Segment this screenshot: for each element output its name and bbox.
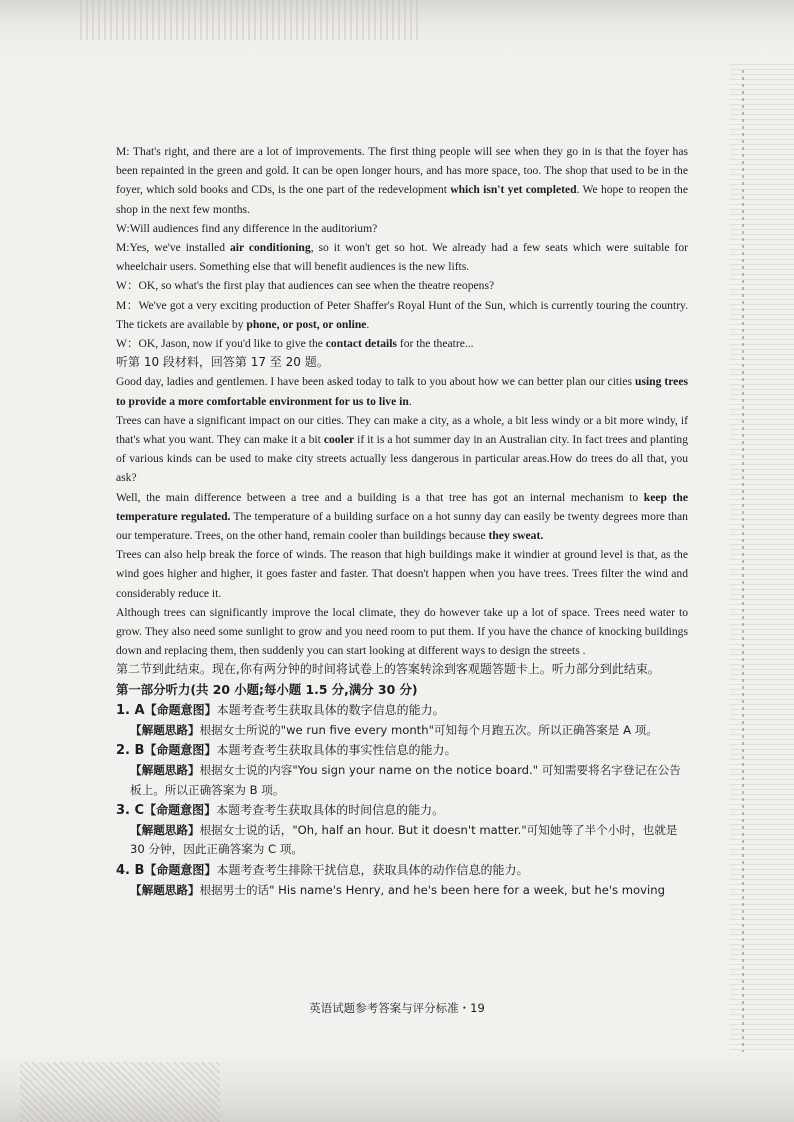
intent-text: 本题考查考生获取具体的事实性信息的能力。 [216,743,457,758]
reasoning-tag: 【解题思路】 [130,763,200,778]
answer-number: 3. C [116,802,145,818]
intent-text: 本题考查考生获取具体的数字信息的能力。 [216,702,445,717]
scan-binding-line [742,70,744,1060]
text-run: . [366,317,370,331]
text-run: Good day, ladies and gentlemen. I have been asked today to talk to you about how we can better plan our cities [116,375,635,389]
bold-keyword: phone, or post, or online [246,317,367,331]
bold-keyword: using trees to provide a more comfortable environment for us to live in [116,375,688,408]
text-run: Trees can also help break the force of winds. The reason that high buildings make it windier at ground level is that, as the wind goes higher and higher, it goes faster and faster. That doesn't happen when you have trees. Trees filter the wind and considerably reduce it. [116,548,688,600]
passage-heading: 听第 10 段材料，回答第 17 至 20 题。 [116,355,329,370]
bold-keyword: which isn't yet completed [450,183,577,197]
text-run: Well, the main difference between a tree and a building is a that tree has got an internal mechanism to [116,490,644,504]
bold-keyword: contact details [325,337,397,351]
text-run: M：We've got a very exciting production of Peter Shaffer's Royal Hunt of the Sun, which is currently touring the country. The tickets are available by [116,298,688,331]
reasoning-tag: 【解题思路】 [130,722,200,737]
page-footer: 英语试题参考答案与评分标准・19 [309,1001,485,1015]
answer-heading [116,860,688,881]
dialogue-line [116,296,688,334]
bold-keyword: air conditioning [229,241,311,255]
answer-number: 4. B [116,862,145,878]
intent-tag: 【命题意图】 [144,802,217,817]
dialogue-line [116,219,688,238]
closing-note: 第二节到此结束。现在,你有两分钟的时间将试卷上的答案转涂到客观题答题卡上。听力部分到此结束。 [116,662,660,677]
answer-number: 1. A [116,702,145,718]
intent-text: 本题考查考生获取具体的时间信息的能力。 [216,802,445,817]
answer-heading [116,740,688,761]
bold-keyword: keep the temperature regulated. [116,490,688,523]
text-run: W:Will audiences find any difference in the auditorium? [116,221,378,235]
intent-tag: 【命题意图】 [144,862,217,877]
text-run: if it is a hot summer day in an Australian city. In fact trees and planting of various kinds can be used to make city streets actually less dangerous in particular areas.How do trees do all that, you ask? [116,433,689,485]
answer-explanations [116,700,688,900]
scan-noise-bottom [20,1062,220,1122]
page-content [116,142,688,900]
answer-number: 2. B [116,743,145,759]
text-run: M:Yes, we've installed [116,241,230,255]
intent-tag: 【命题意图】 [144,743,217,758]
answer-reasoning [116,821,688,860]
passage-paragraph [116,372,688,410]
answer-heading [116,700,688,721]
text-run: W：OK, Jason, now if you'd like to give the [116,337,326,351]
text-run: . [408,394,412,408]
intent-text: 本题考查考生排除干扰信息，获取具体的动作信息的能力。 [216,862,529,877]
text-run: for the theatre... [396,337,474,351]
text-run: M: That's right, and there are a lot of improvements. The first thing people will see when they go in is that the foyer has been repainted in the green and gold. It can be open longer hours, and has more space, too. The shop that used to be in the foyer, which sold books and CDs, is the one part of the redevelopment [116,145,688,197]
answer-heading [116,800,688,821]
dialogue-line [116,334,688,353]
answer-reasoning [116,761,688,800]
text-run: Although trees can significantly improve the local climate, they do however take up a lot of space. Trees need water to grow. They also need some sunlight to grow and you need room to put them. If you have the chance of knocking buildings down and replacing them, then suddenly you can start looking at different ways to design the streets . [116,605,688,658]
transcript-dialogue [116,142,688,353]
text-run: Trees can have a significant impact on our cities. They can make a city, as a whole, a bit less windy or a bit more windy, if that's what you want. They can make it a bit [116,413,688,447]
answer-reasoning [116,721,688,740]
passage-paragraph [116,545,688,603]
dialogue-line [116,238,688,276]
text-run: , so it won't get so hot. We already had a few seats which were suitable for wheelchair users. Something else that will benefit audiences is the new lifts. [116,241,689,274]
transcript-passage [116,372,688,660]
dialogue-line [116,142,688,219]
answer-reasoning [116,881,688,900]
reasoning-tag: 【解题思路】 [130,822,200,837]
scan-right-edge [730,60,794,1070]
scan-noise-top [80,0,420,40]
reasoning-text: 根据女士说的内容"You sign your name on the notice board." 可知需要将名字登记在公告板上。所以正确答案为 B 项。 [130,763,681,797]
reasoning-tag: 【解题思路】 [130,882,200,897]
dialogue-line [116,276,688,295]
text-run: . We hope to reopen the shop in the next few months. [116,183,688,216]
bold-keyword: they sweat. [488,529,544,543]
reasoning-text: 根据女士说的话，"Oh, half an hour. But it doesn't matter."可知她等了半个小时，也就是 30 分钟，因此正确答案为 C 项。 [130,822,678,857]
reasoning-text: 根据女士所说的"we run five every month"可知每个月跑五次。所以正确答案是 A 项。 [199,722,658,737]
bold-keyword: cooler [323,433,355,447]
text-run: The temperature of a building surface on a hot sunny day can easily be twenty degrees more than our temperature. Trees, on the other hand, remain cooler than buildings because [116,509,688,543]
passage-paragraph [116,411,688,488]
passage-paragraph [116,603,688,661]
section-title: 第一部分听力(共 20 小题;每小题 1.5 分,满分 30 分) [116,681,418,697]
intent-tag: 【命题意图】 [144,702,217,717]
passage-paragraph [116,488,688,546]
reasoning-text: 根据男士的话" His name's Henry, and he's been here for a week, but he's moving [199,882,665,897]
text-run: W：OK, so what's the first play that audiences can see when the theatre reopens? [116,279,495,293]
